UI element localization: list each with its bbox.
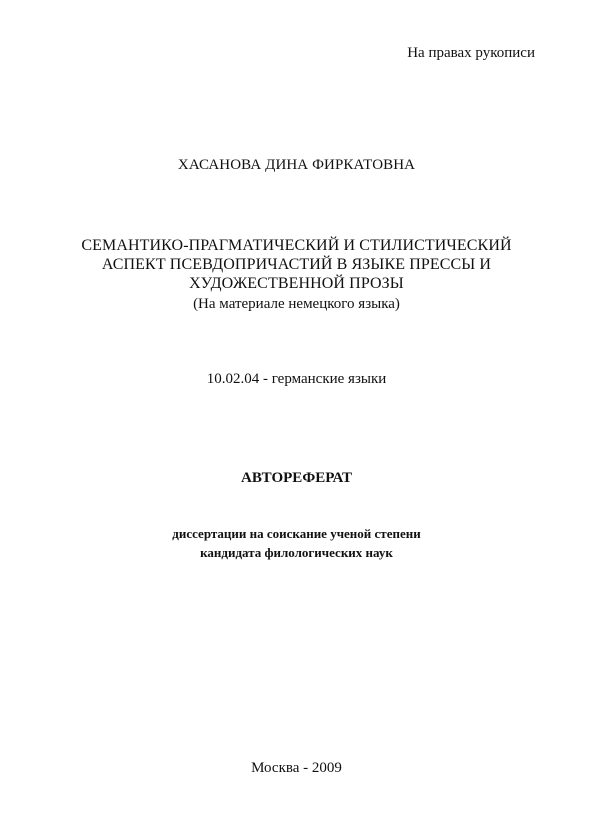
purpose-line-2: кандидата филологических наук xyxy=(200,545,393,560)
manuscript-note: На правах рукописи xyxy=(407,45,535,61)
document-type: АВТОРЕФЕРАТ xyxy=(241,470,352,486)
place-year: Москва - 2009 xyxy=(251,760,342,776)
title-line-2: АСПЕКТ ПСЕВДОПРИЧАСТИЙ В ЯЗЫКЕ ПРЕССЫ И xyxy=(101,256,492,273)
title-line-3: ХУДОЖЕСТВЕННОЙ ПРОЗЫ xyxy=(189,275,404,292)
specialty-code: 10.02.04 - германские языки xyxy=(206,371,387,387)
author-name: ХАСАНОВА ДИНА ФИРКАТОВНА xyxy=(177,157,416,173)
purpose-line-1: диссертации на соискание ученой степени xyxy=(172,526,421,541)
title-line-1: СЕМАНТИКО-ПРАГМАТИЧЕСКИЙ И СТИЛИСТИЧЕСКИЙ xyxy=(81,237,512,254)
title-subtitle: (На материале немецкого языка) xyxy=(193,296,400,312)
